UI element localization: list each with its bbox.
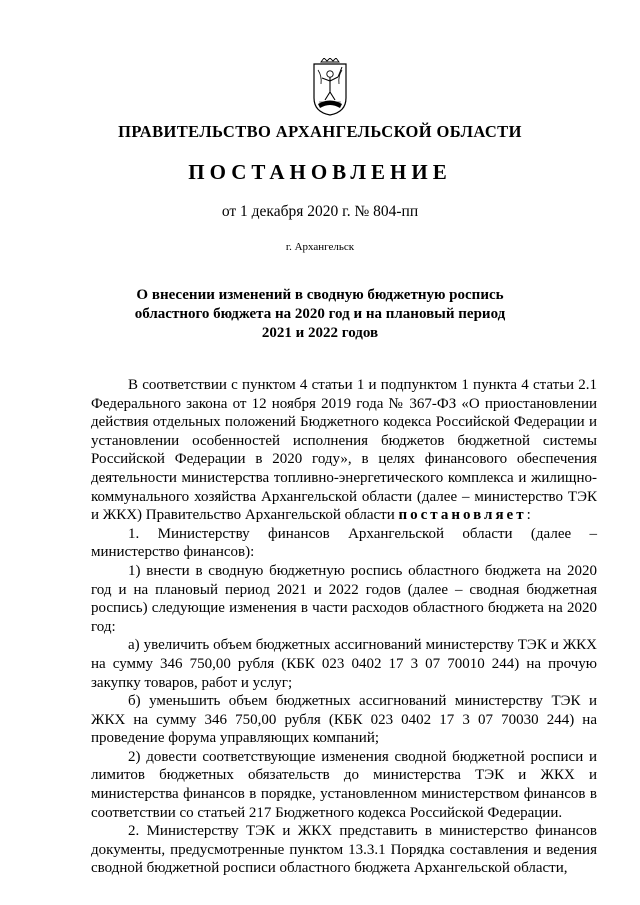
subject-line: О внесении изменений в сводную бюджетную роспись [136,287,504,303]
organization-title: ПРАВИТЕЛЬСТВО АРХАНГЕЛЬСКОЙ ОБЛАСТИ [118,122,522,141]
subject-line: 2021 и 2022 годов [261,325,379,341]
paragraph-2: 2. Министерству ТЭК и ЖКХ представить в министерство финансов документы, предусмотренные пунктом 13.3.1 Порядка составления и ведения сводной бюджетной росписи областного бюджета Архангельской области, [91,823,597,877]
paragraph-1-1: 1) внести в сводную бюджетную роспись областного бюджета на 2020 год и на плановый период 2021 и 2022 годов (далее – сводная бюджетная роспись) следующие изменения в части расходов областного бюджета на 2020 год: [91,562,597,635]
paragraph-1: 1. Министерству финансов Архангельской области (далее – министерство финансов): [91,525,597,561]
document-subject [110,286,530,343]
subject-line: областного бюджета на 2020 год и на плановый период [134,306,506,322]
intro-text: В соответствии с пунктом 4 статьи 1 и подпунктом 1 пункта 4 статьи 2.1 Федерального закона от 12 ноября 2019 года № 367-ФЗ «О приостановлении действия отдельных положений Бюджетного кодекса Российской Федерации и установлении особенностей исполнения бюджетов бюджетной системы Российской Федерации в 2020 году», в целях финансового обеспечения деятельности министерства топливно-энергетического комплекса и жилищно-коммунального хозяйства Архангельской области (далее – министерство ТЭК и ЖКХ) Правительство Архангельской области [91,377,597,524]
decree-word: постановляет [398,507,527,524]
paragraph-1-1-a: а) увеличить объем бюджетных ассигнований министерству ТЭК и ЖКХ на сумму 346 750,00 рубля (КБК 023 0402 17 3 07 70010 244) на прочую закупку товаров, работ и услуг; [91,637,597,691]
paragraph-1-1-b: б) уменьшить объем бюджетных ассигнований министерству ТЭК и ЖКХ на сумму 346 750,00 рубля (КБК 023 0402 17 3 07 70030 244) на проведение форума управляющих компаний; [91,693,597,747]
coat-of-arms-icon [313,58,347,116]
document-city: г. Архангельск [285,241,355,253]
document-date-number: от 1 декабря 2020 г. № 804-пп [221,203,419,220]
document-body [91,376,597,878]
paragraph-1-2: 2) довести соответствующие изменения сводной бюджетной росписи и лимитов бюджетных обязательств до министерства ТЭК и ЖКХ и министерства финансов в порядке, установленном министерством финансов в соответствии со статьей 217 Бюджетного кодекса Российской Федерации. [91,748,597,821]
document-type-heading: ПОСТАНОВЛЕНИЕ [188,160,452,184]
intro-paragraph: В соответствии с пунктом 4 статьи 1 и подпунктом 1 пункта 4 статьи 2.1 Федерального закона от 12 ноября 2019 года № 367-ФЗ «О приостановлении действия отдельных положений Бюджетного кодекса Российской Федерации и установлении особенностей исполнения бюджетов бюджетной системы Российской Федерации в 2020 году», в целях финансового обеспечения деятельности министерства топливно-энергетического комплекса и жилищно-коммунального хозяйства Архангельской области (далее – министерство ТЭК и ЖКХ) Правительство Архангельской области постановляет: [91,377,597,524]
